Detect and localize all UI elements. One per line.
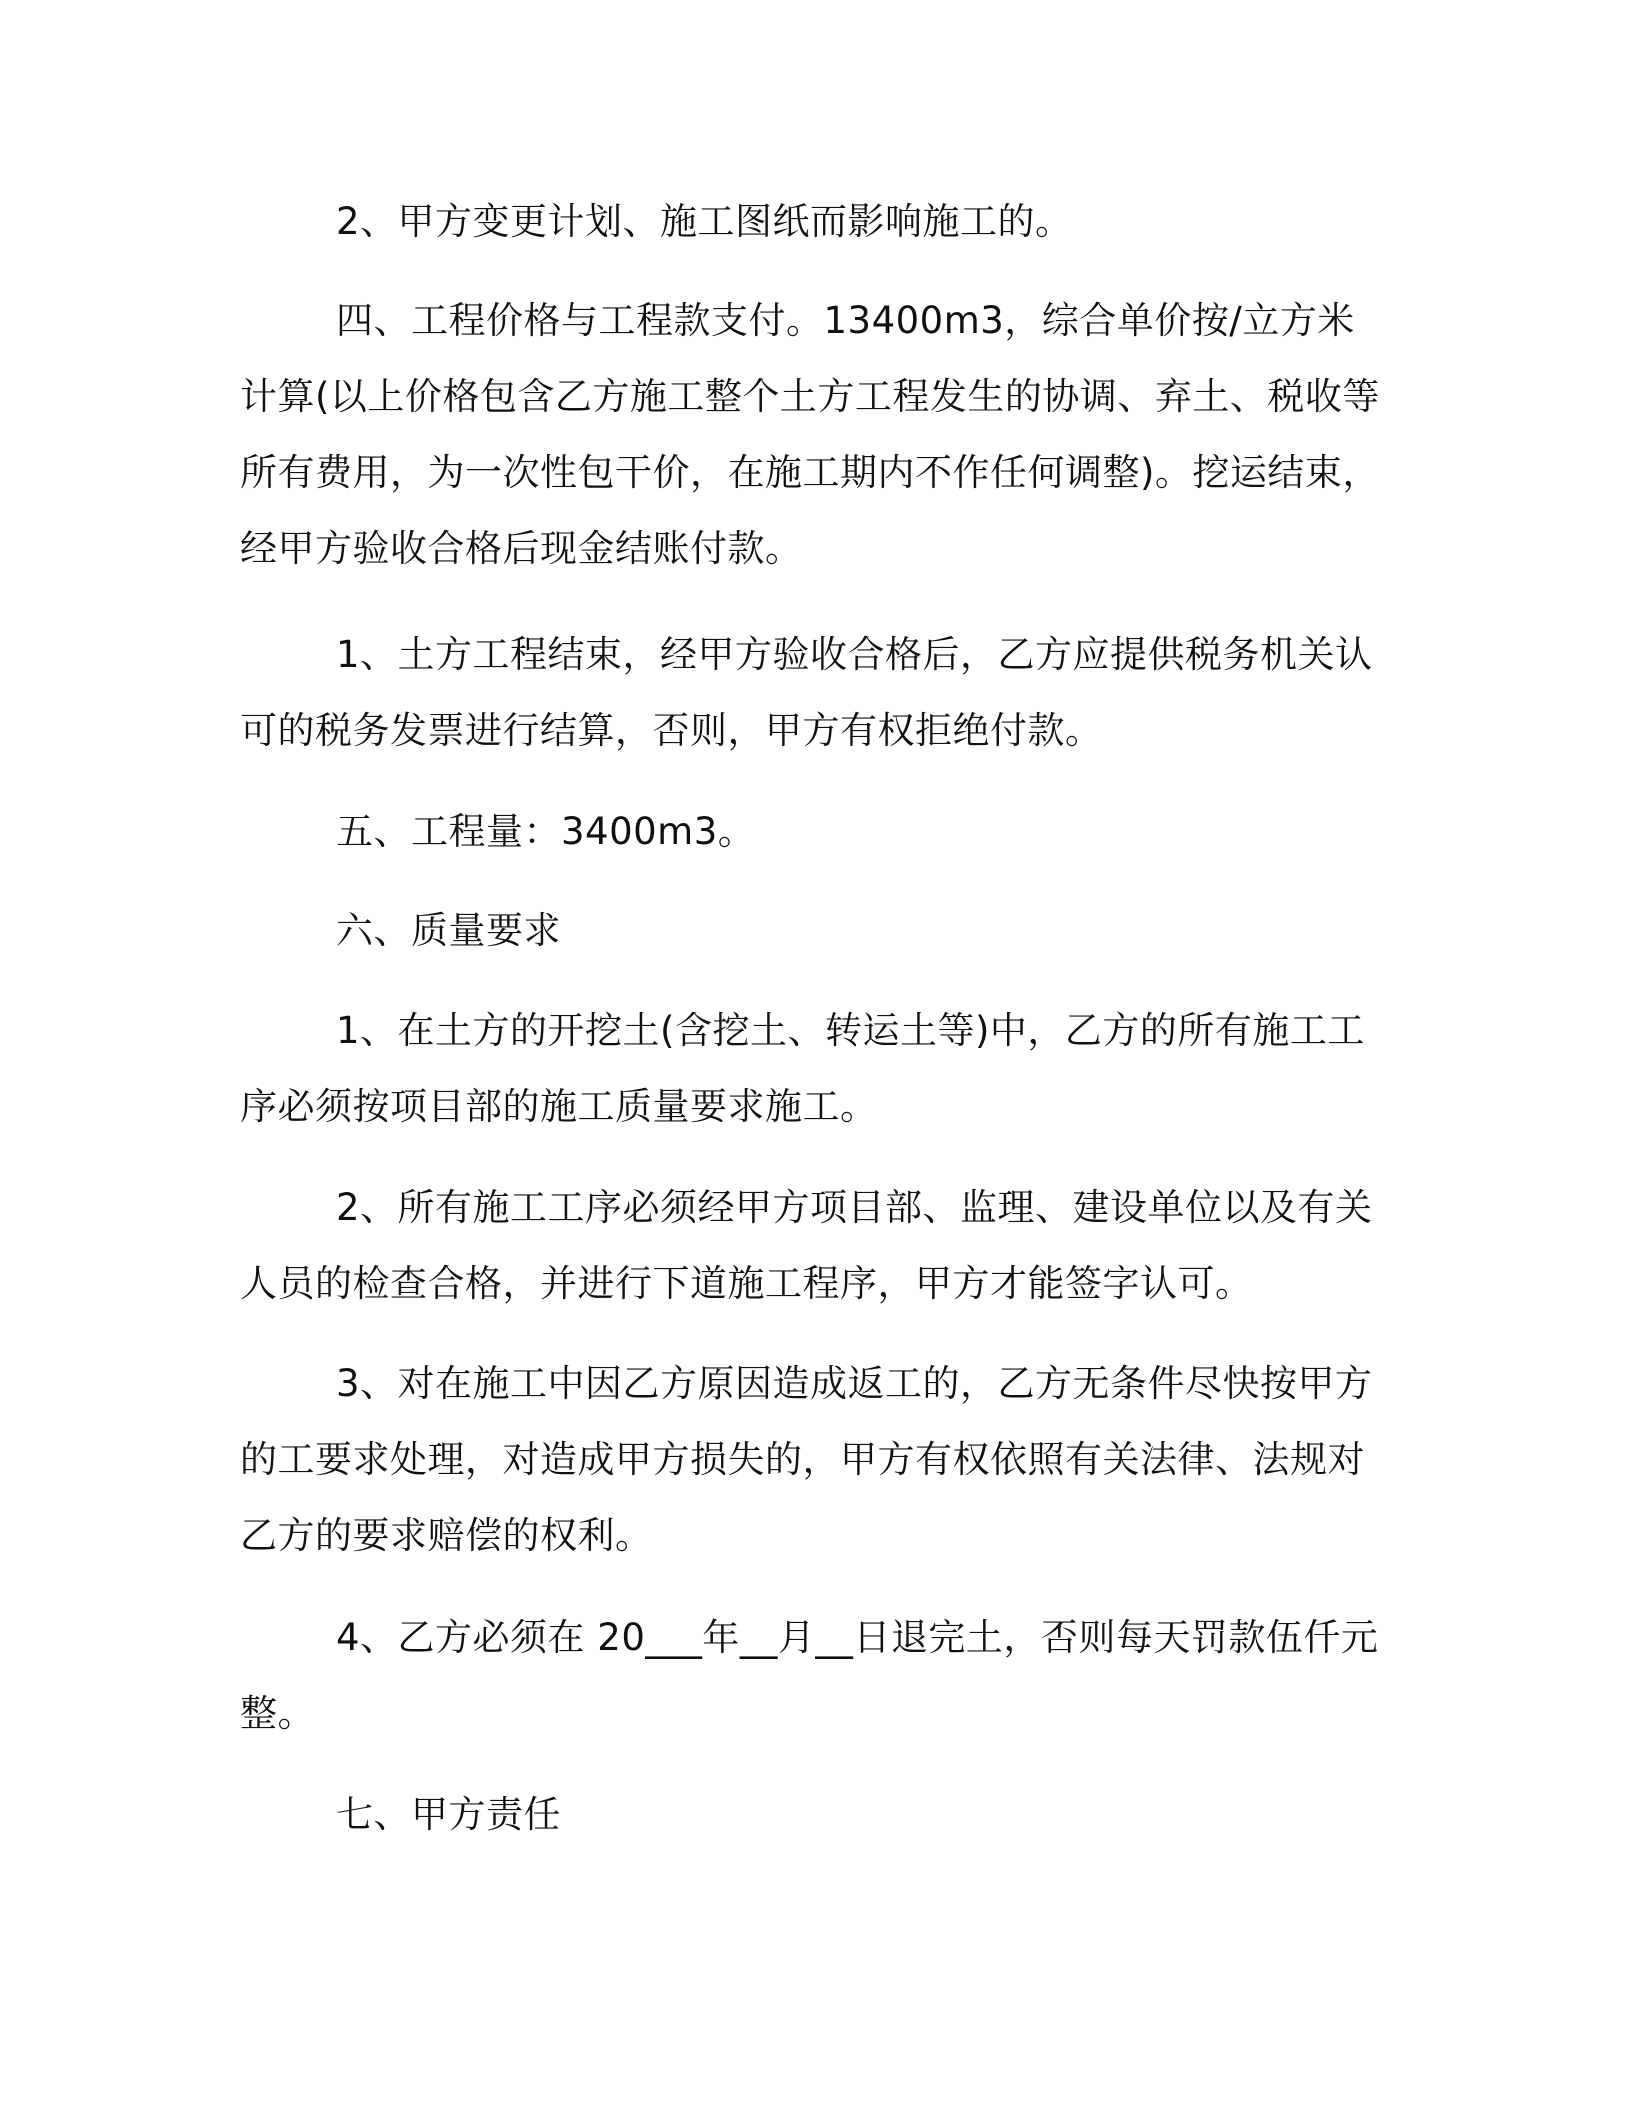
paragraph-quality-1: 1、在土方的开挖土(含挖土、转运土等)中，乙方的所有施工工序必须按项目部的施工质量要求施工。 (240, 1009, 1365, 1128)
paragraph-tax-invoice: 1、土方工程结束，经甲方验收合格后，乙方应提供税务机关认可的税务发票进行结算，否则，甲方有权拒绝付款。 (240, 633, 1373, 752)
paragraph-quality-2: 2、所有施工工序必须经甲方项目部、监理、建设单位以及有关人员的检查合格，并进行下道施工程序，甲方才能签字认可。 (240, 1186, 1373, 1305)
paragraph-quality-4: 4、乙方必须在 20___年__月__日退完土，否则每天罚款伍仟元整。 (240, 1616, 1379, 1735)
paragraph-quality-3: 3、对在施工中因乙方原因造成返工的，乙方无条件尽快按甲方的工要求处理，对造成甲方损失的，甲方有权依照有关法律、法规对乙方的要求赔偿的权利。 (240, 1362, 1373, 1557)
paragraph-party-a-heading: 七、甲方责任 (336, 1793, 561, 1836)
paragraph-price-payment: 四、工程价格与工程款支付。13400m3，综合单价按/立方米计算(以上价格包含乙方施工整个土方工程发生的协调、弃土、税收等所有费用，为一次性包干价，在施工期内不作任何调整)。挖运结束，经甲方验收合格后现金结账付款。 (240, 299, 1380, 570)
paragraph-change-plan: 2、甲方变更计划、施工图纸而影响施工的。 (336, 200, 1073, 243)
paragraph-quality-heading: 六、质量要求 (336, 909, 561, 952)
paragraph-quantity: 五、工程量：3400m3。 (336, 810, 756, 853)
